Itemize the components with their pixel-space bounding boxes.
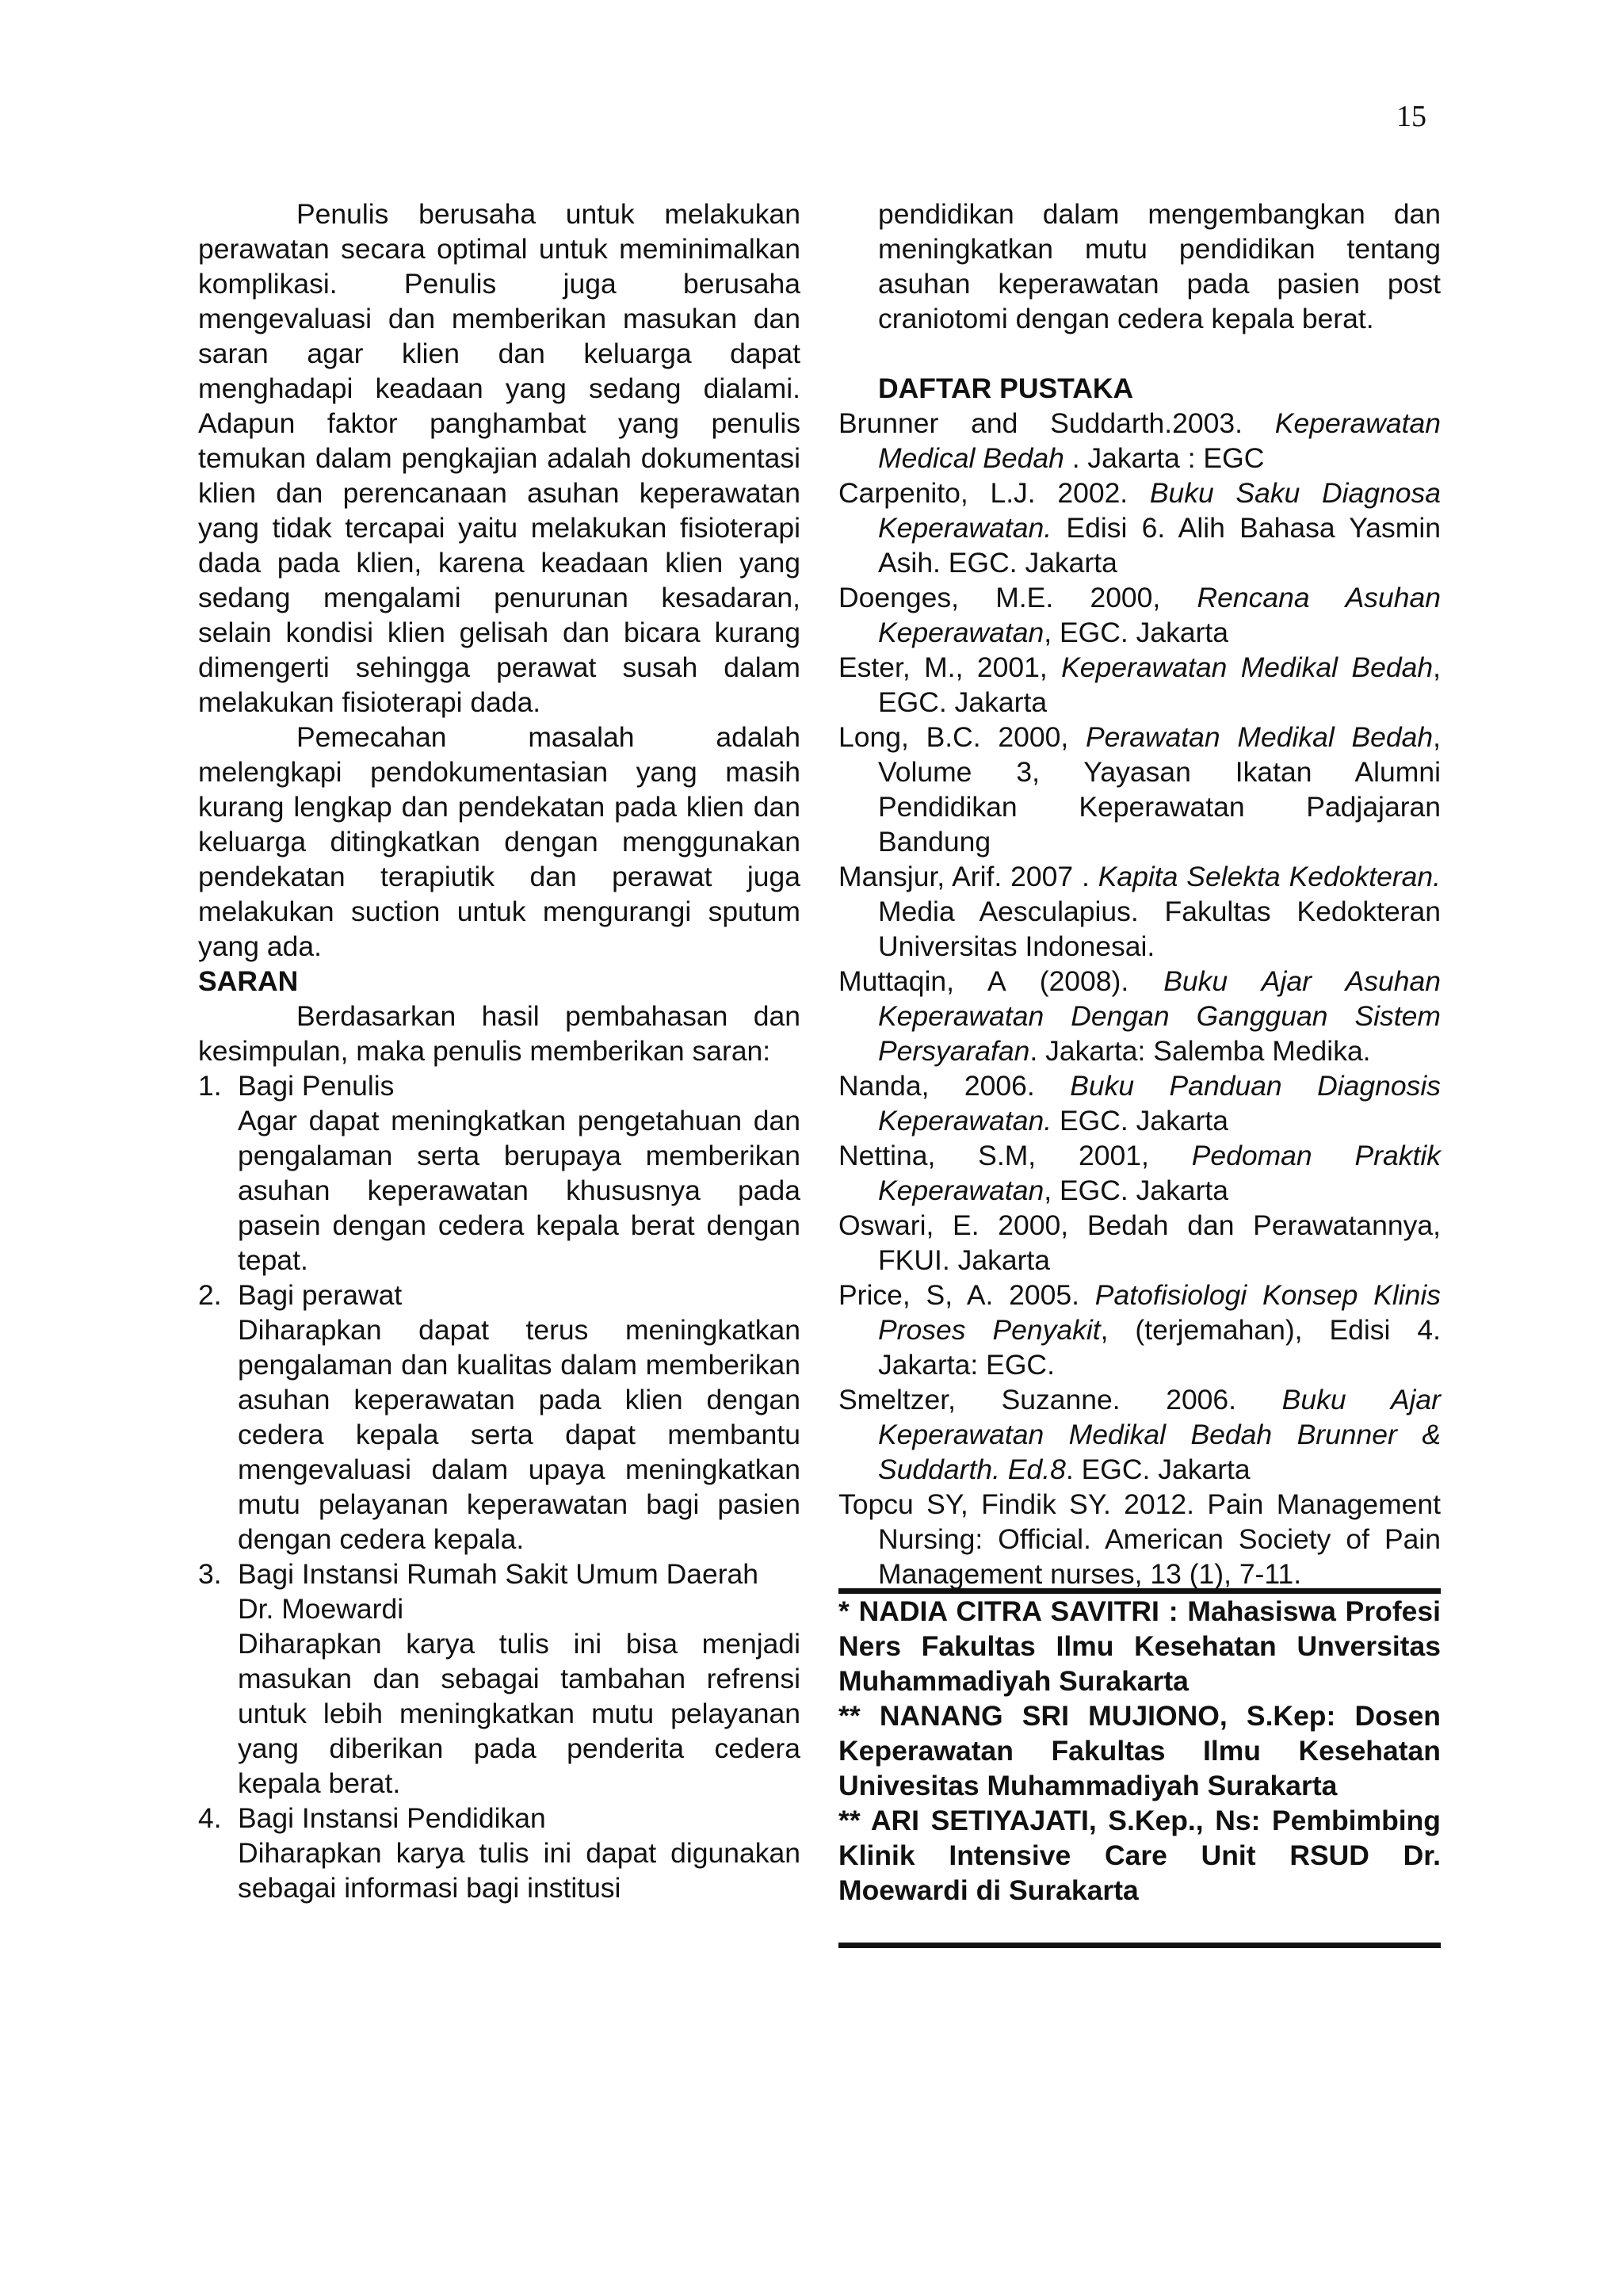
- reference-entry: Doenges, M.E. 2000, Rencana Asuhan Keperawatan, EGC. Jakarta: [838, 582, 1441, 648]
- reference-entry: Mansjur, Arif. 2007 . Kapita Selekta Kedokteran. Media Aesculapius. Fakultas Kedokteran Universitas Indonesai.: [838, 861, 1442, 962]
- list-item: [198, 1068, 800, 1278]
- references-heading: DAFTAR PUSTAKA: [878, 372, 1134, 404]
- list-item-body: Diharapkan karya tulis ini bisa menjadi masukan dan sebagai tambahan refrensi untuk lebih meningkatkan mutu pelayanan yang diberikan pada penderita cedera kepala berat.: [238, 1628, 800, 1799]
- right-column: [838, 197, 1441, 1948]
- reference-entry: Carpenito, L.J. 2002. Buku Saku Diagnosa Keperawatan. Edisi 6. Alih Bahasa Yasmin Asih. EGC. Jakarta: [838, 477, 1441, 579]
- author-notes: [838, 1594, 1441, 1908]
- author-divider-bottom: [838, 1943, 1441, 1948]
- saran-intro: Berdasarkan hasil pembahasan dan kesimpulan, maka penulis memberikan saran:: [198, 1000, 800, 1067]
- list-item: [198, 1557, 800, 1801]
- list-item: [198, 1801, 800, 1905]
- list-item-title: Bagi Penulis: [238, 1070, 395, 1102]
- reference-entry: Nanda, 2006. Buku Panduan Diagnosis Keperawatan. EGC. Jakarta: [838, 1070, 1441, 1137]
- list-number: 4.: [198, 1802, 222, 1834]
- page-number: 15: [1396, 100, 1426, 133]
- author-note: ** ARI SETIYAJATI, S.Kep., Ns: Pembimbing Klinik Intensive Care Unit RSUD Dr. Moewardi di Surakarta: [838, 1805, 1441, 1906]
- list-item-body: Diharapkan karya tulis ini dapat digunakan sebagai informasi bagi institusi: [238, 1837, 800, 1904]
- reference-entry: Price, S, A. 2005. Patofisiologi Konsep Klinis Proses Penyakit, (terjemahan), Edisi 4. Jakarta: EGC.: [838, 1279, 1441, 1381]
- list-item-title: Bagi Instansi Pendidikan: [238, 1802, 546, 1834]
- reference-entry: Smeltzer, Suzanne. 2006. Buku Ajar Keperawatan Medikal Bedah Brunner & Suddarth. Ed.8. EGC. Jakarta: [838, 1384, 1441, 1485]
- paragraph-continuation: pendidikan dalam mengembangkan dan meningkatkan mutu pendidikan tentang asuhan keperawatan pada pasien post craniotomi dengan cedera kepala berat.: [878, 198, 1441, 334]
- list-item: [198, 1278, 800, 1557]
- list-item-body: Diharapkan dapat terus meningkatkan pengalaman dan kualitas dalam memberikan asuhan keperawatan pada klien dengan cedera kepala serta dapat membantu mengevaluasi dalam upaya meningkatkan mutu pelayanan keperawatan bagi pasien dengan cedera kepala.: [238, 1314, 800, 1555]
- author-note: ** NANANG SRI MUJIONO, S.Kep: Dosen Keperawatan Fakultas Ilmu Kesehatan Univesitas Muhammadiyah Surakarta: [838, 1700, 1441, 1801]
- reference-entry: Muttaqin, A (2008). Buku Ajar Asuhan Keperawatan Dengan Gangguan Sistem Persyarafan. Jakarta: Salemba Medika.: [838, 965, 1441, 1067]
- left-column: [198, 197, 800, 1905]
- reference-list: [838, 406, 1441, 1591]
- paragraph-discussion: Penulis berusaha untuk melakukan perawatan secara optimal untuk meminimalkan komplikasi. Penulis juga berusaha mengevaluasi dan memberikan masukan dan saran agar klien dan keluarga dapat menghadapi keadaan yang sedang dialami. Adapun faktor panghambat yang penulis temukan dalam pengkajian adalah dokumentasi klien dan perencanaan asuhan keperawatan yang tidak tercapai yaitu melakukan fisioterapi dada pada klien, karena keadaan klien yang sedang mengalami penurunan kesadaran, selain kondisi klien gelisah dan bicara kurang dimengerti sehingga perawat susah dalam melakukan fisioterapi dada.: [198, 198, 800, 718]
- reference-entry: Ester, M., 2001, Keperawatan Medikal Bedah, EGC. Jakarta: [838, 651, 1441, 718]
- author-note: * NADIA CITRA SAVITRI : Mahasiswa Profesi Ners Fakultas Ilmu Kesehatan Unversitas Muhammadiyah Surakarta: [838, 1595, 1441, 1697]
- list-number: 1.: [198, 1070, 222, 1102]
- list-item-title: Bagi Instansi Rumah Sakit Umum Daerah Dr. Moewardi: [238, 1558, 759, 1625]
- list-item-body: Agar dapat meningkatkan pengetahuan dan pengalaman serta berupaya memberikan asuhan keperawatan khususnya pada pasein dengan cedera kepala berat dengan tepat.: [238, 1105, 800, 1276]
- paragraph-solution: Pemecahan masalah adalah melengkapi pendokumentasian yang masih kurang lengkap dan pendekatan pada klien dan keluarga ditingkatkan dengan menggunakan pendekatan terapiutik dan perawat juga melakukan suction untuk mengurangi sputum yang ada.: [198, 721, 800, 962]
- list-number: 2.: [198, 1279, 222, 1311]
- reference-entry: Long, B.C. 2000, Perawatan Medikal Bedah, Volume 3, Yayasan Ikatan Alumni Pendidikan Keperawatan Padjajaran Bandung: [838, 721, 1442, 858]
- reference-entry: Oswari, E. 2000, Bedah dan Perawatannya, FKUI. Jakarta: [838, 1209, 1441, 1276]
- reference-entry: Nettina, S.M, 2001, Pedoman Praktik Keperawatan, EGC. Jakarta: [838, 1140, 1441, 1206]
- saran-heading: SARAN: [198, 965, 299, 997]
- reference-entry: Topcu SY, Findik SY. 2012. Pain Management Nursing: Official. American Society of Pain Management nurses, 13 (1), 7-11.: [838, 1488, 1441, 1590]
- reference-entry: Brunner and Suddarth.2003. Keperawatan Medical Bedah . Jakarta : EGC: [838, 407, 1441, 474]
- list-number: 3.: [198, 1558, 222, 1590]
- list-item-title: Bagi perawat: [238, 1279, 403, 1311]
